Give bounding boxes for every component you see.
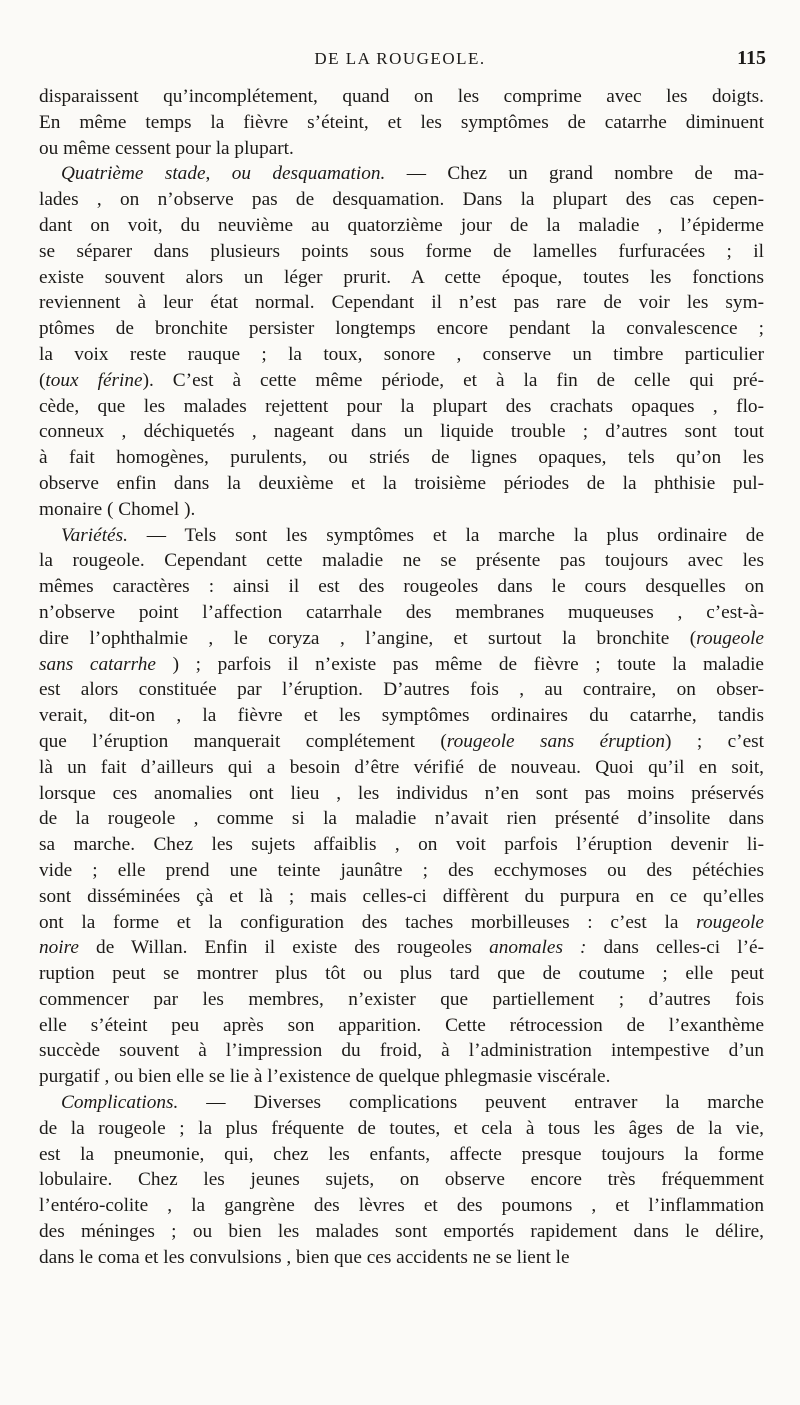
text-run: ) ; parfois il n’existe pas même de fièvre ; toute la maladie: [155, 653, 764, 675]
text-line: [39, 1167, 764, 1193]
italic-text: Quatrième stade: [61, 163, 206, 185]
text-line: [39, 110, 764, 136]
text-run: lobulaire. Chez les jeunes sujets, on observe encore très fréquemment: [39, 1169, 764, 1191]
italic-text: ou desquamation.: [231, 163, 386, 185]
text-run: conneux , déchiquetés , nageant dans un liquide trouble ; d’autres sont tout: [39, 421, 764, 443]
italic-text: rougeole sans éruption: [446, 730, 666, 752]
text-run: lades , on n’observe pas de desquamation. Dans la plupart des cas cepen-: [39, 189, 764, 211]
text-run: ) ; c’est: [665, 730, 764, 752]
text-run: cède, que les malades rejettent pour la plupart des crachats opaques , flo-: [39, 395, 764, 417]
italic-text: anomales :: [489, 937, 587, 959]
text-line: [39, 368, 764, 394]
text-run: de la rougeole ; la plus fréquente de toutes, et cela à tous les âges de la vie,: [39, 1117, 764, 1139]
text-line: [39, 755, 764, 781]
text-line: [39, 574, 764, 600]
text-run: elle s’éteint peu après son apparition. Cette rétrocession de l’exanthème: [39, 1014, 764, 1036]
text-line: [39, 84, 764, 110]
text-line: [39, 548, 764, 574]
text-run: se séparer dans plusieurs points sous forme de lamelles furfuracées ; il: [39, 240, 764, 262]
text-run: ou même cessent pour la plupart.: [39, 137, 294, 159]
text-run: En même temps la fièvre s’éteint, et les symptômes de catarrhe diminuent: [39, 111, 764, 133]
text-run: mêmes caractères : ainsi il est des rougeoles dans le cours desquelles on: [39, 576, 764, 598]
text-run: dire l’ophthalmie , le coryza , l’angine, et surtout la bronchite (: [39, 627, 697, 649]
text-line: [39, 626, 764, 652]
text-line: [39, 1116, 764, 1142]
text-run: ,: [205, 163, 232, 185]
text-run: lorsque ces anomalies ont lieu , les individus n’en sont pas moins préservés: [39, 782, 764, 804]
text-line: [39, 523, 764, 549]
text-run: l’entéro-colite , la gangrène des lèvres et des poumons , et l’inflammation: [39, 1195, 764, 1217]
text-line: [39, 1090, 764, 1116]
text-run: observe enfin dans la deuxième et la troisième périodes de la phthisie pul-: [39, 472, 764, 494]
text-run: là un fait d’ailleurs qui a besoin d’être vérifié de nouveau. Quoi qu’il en soit,: [39, 756, 764, 778]
text-run: ptômes de bronchite persister longtemps encore pendant la convalescence ;: [39, 318, 764, 340]
italic-text: rougeole: [696, 627, 764, 649]
text-line: [39, 652, 764, 678]
text-run: est alors constituée par l’éruption. D’autres fois , au contraire, on obser-: [39, 679, 764, 701]
italic-text: Complications.: [61, 1092, 179, 1114]
text-line: [39, 342, 764, 368]
text-line: [39, 677, 764, 703]
italic-text: noire: [39, 937, 79, 959]
text-run: n’observe point l’affection catarrhale des membranes muqueuses , c’est-à-: [39, 601, 764, 623]
text-run: — Chez un grand nombre de ma-: [385, 163, 765, 185]
italic-text: toux férine: [45, 369, 143, 391]
text-line: [39, 445, 764, 471]
text-line: [39, 910, 764, 936]
text-run: — Diverses complications peuvent entraver la marche: [178, 1092, 764, 1114]
text-line: [39, 1013, 764, 1039]
running-head: [0, 49, 800, 75]
text-line: [39, 136, 764, 162]
text-run: dant on voit, du neuvième au quatorzième jour de la maladie , l’épiderme: [39, 214, 764, 236]
text-run: sont disséminées çà et là ; mais celles-ci diffèrent du purpura en ce qu’elles: [39, 885, 764, 907]
text-line: [39, 497, 764, 523]
text-run: sa marche. Chez les sujets affaiblis , on voit parfois l’éruption devenir li-: [39, 834, 764, 856]
text-run: ruption peut se montrer plus tôt ou plus tard que de coutume ; elle peut: [39, 963, 764, 985]
text-run: la rougeole. Cependant cette maladie ne se présente pas toujours avec les: [39, 550, 764, 572]
text-run: que l’éruption manquerait complétement (: [39, 730, 447, 752]
text-run: à fait homogènes, purulents, ou striés de lignes opaques, tels qu’on les: [39, 447, 764, 469]
italic-text: sans catarrhe: [39, 653, 156, 675]
text-line: [39, 600, 764, 626]
text-run: commencer par les membres, n’exister que partiellement ; d’autres fois: [39, 988, 764, 1010]
text-line: [39, 316, 764, 342]
text-run: — Tels sont les symptômes et la marche la plus ordinaire de: [127, 524, 764, 546]
text-line: [39, 1193, 764, 1219]
text-line: [39, 1219, 764, 1245]
text-run: (: [39, 369, 46, 391]
text-run: est la pneumonie, qui, chez les enfants, affecte presque toujours la forme: [39, 1143, 764, 1165]
text-run: la voix reste rauque ; la toux, sonore , conserve un timbre particulier: [39, 343, 764, 365]
text-line: [39, 806, 764, 832]
text-line: [39, 1038, 764, 1064]
text-run: existe souvent alors un léger prurit. A cette époque, toutes les fonctions: [39, 266, 764, 288]
text-line: [39, 1245, 764, 1271]
italic-text: rougeole: [696, 911, 764, 933]
text-run: succède souvent à l’impression du froid, à l’administration intempestive d’un: [39, 1040, 764, 1062]
text-run: monaire ( Chomel ).: [39, 498, 196, 520]
text-line: [39, 781, 764, 807]
text-run: de la rougeole , comme si la maladie n’avait rien présenté d’insolite dans: [39, 808, 764, 830]
text-line: [39, 961, 764, 987]
text-line: [39, 832, 764, 858]
text-run: purgatif , ou bien elle se lie à l’existence de quelque phlegmasie viscérale.: [39, 1066, 611, 1088]
text-run: ). C’est à cette même période, et à la fin de celle qui pré-: [142, 369, 764, 391]
text-line: [39, 1064, 764, 1090]
text-run: dans le coma et les convulsions , bien que ces accidents ne se lient le: [39, 1246, 570, 1268]
text-line: [39, 471, 764, 497]
text-line: [39, 1142, 764, 1168]
text-line: [39, 290, 764, 316]
text-line: [39, 239, 764, 265]
running-title: DE LA ROUGEOLE.: [314, 49, 486, 68]
text-run: de Willan. Enfin il existe des rougeoles: [78, 937, 490, 959]
text-line: [39, 394, 764, 420]
text-line: [39, 858, 764, 884]
text-run: vide ; elle prend une teinte jaunâtre ; des ecchymoses ou des pétéchies: [39, 859, 764, 881]
body-text: [39, 84, 764, 1271]
text-line: [39, 703, 764, 729]
text-line: [39, 729, 764, 755]
text-line: [39, 419, 764, 445]
page-number: 115: [737, 47, 766, 69]
text-run: des méninges ; ou bien les malades sont emportés rapidement dans le délire,: [39, 1221, 764, 1243]
text-line: [39, 884, 764, 910]
text-line: [39, 935, 764, 961]
italic-text: Variétés.: [61, 524, 128, 546]
text-run: ont la forme et la configuration des taches morbilleuses : c’est la: [39, 911, 697, 933]
text-run: dans celles-ci l’é-: [586, 937, 764, 959]
text-line: [39, 161, 764, 187]
text-run: reviennent à leur état normal. Cependant il n’est pas rare de voir les sym-: [39, 292, 764, 314]
text-line: [39, 213, 764, 239]
text-run: verait, dit-on , la fièvre et les symptômes ordinaires du catarrhe, tandis: [39, 705, 764, 727]
text-line: [39, 265, 764, 291]
text-line: [39, 987, 764, 1013]
text-run: disparaissent qu’incomplétement, quand on les comprime avec les doigts.: [39, 86, 764, 107]
text-line: [39, 187, 764, 213]
